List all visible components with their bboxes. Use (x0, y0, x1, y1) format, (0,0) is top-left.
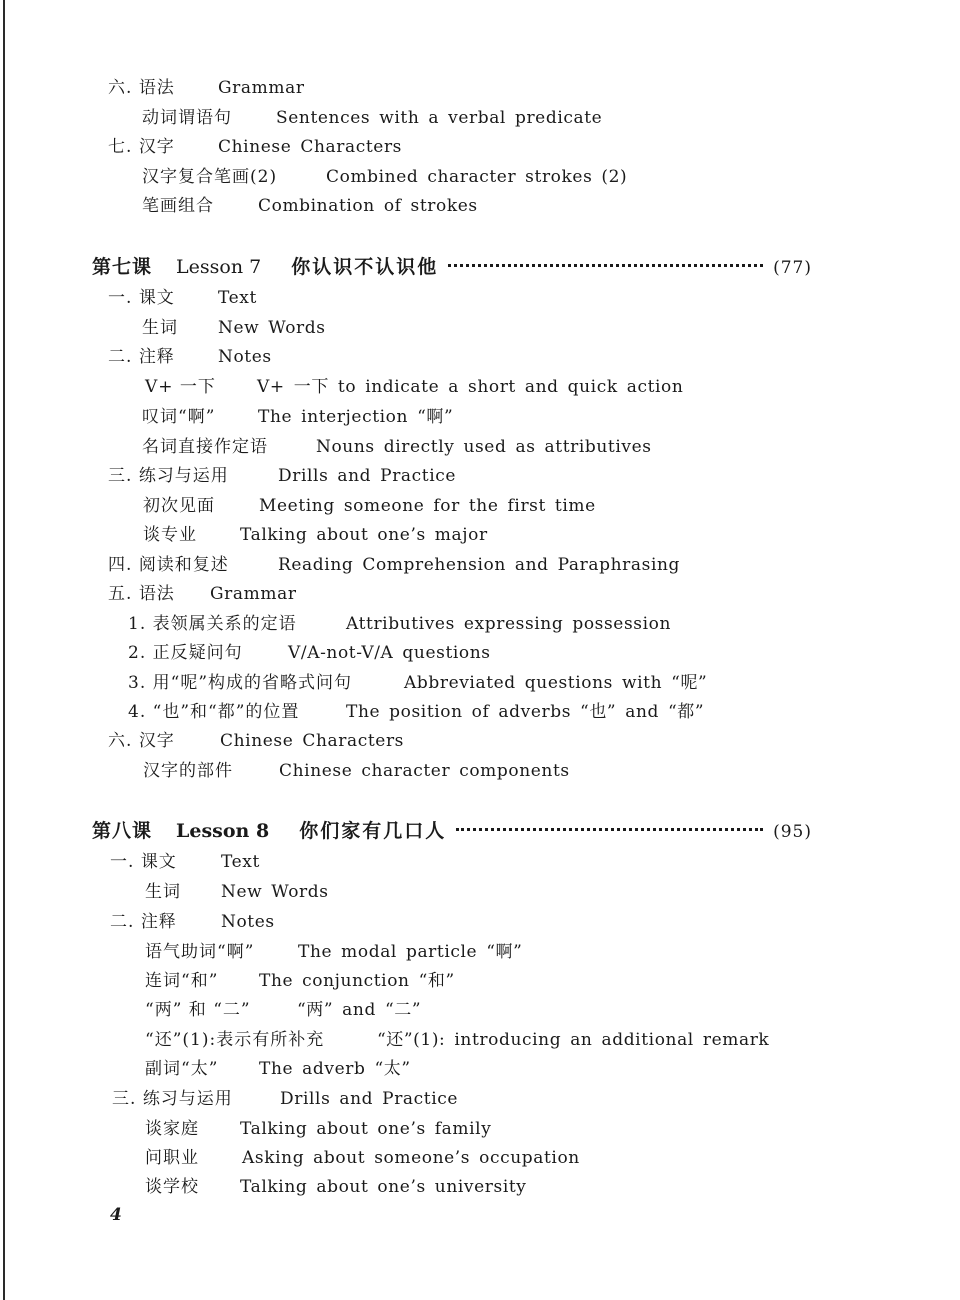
entry-chinese: 阅读和复述 (138, 555, 229, 575)
toc-entry (145, 1058, 411, 1080)
lesson-title: 你们家有几口人 (299, 820, 447, 842)
entry-chinese: 课文 (140, 852, 177, 872)
toc-entry (145, 1029, 769, 1051)
toc-entry (128, 642, 491, 664)
toc-entry (145, 1147, 580, 1169)
entry-chinese: 课文 (138, 288, 175, 308)
entry-chinese: “也”和“都”的位置 (152, 702, 300, 722)
entry-english: V+ 一下 to indicate a short and quick action (257, 377, 684, 397)
entry-chinese: 语气助词“啊” (145, 942, 255, 962)
entry-english: Asking about someone’s occupation (242, 1148, 580, 1168)
toc-entry (128, 672, 707, 694)
entry-chinese: 汉字复合笔画(2) (142, 167, 278, 187)
entry-number: 4. (128, 702, 147, 722)
toc-entry (143, 495, 596, 517)
lesson-page-ref: (77) (773, 258, 812, 278)
entry-english: The adverb “太” (259, 1059, 411, 1079)
entry-chinese: 用“呢”构成的省略式问句 (152, 673, 353, 693)
entry-english: Attributives expressing possession (346, 614, 672, 634)
toc-entry (108, 583, 297, 605)
entry-chinese: V+ 一下 (145, 377, 216, 397)
entry-english: Combined character strokes (2) (326, 167, 628, 187)
entry-english: “两” and “二” (297, 1000, 422, 1020)
entry-number: 四. (108, 555, 133, 575)
entry-chinese: 注释 (140, 912, 177, 932)
entry-english: “还”(1): introducing an additional remark (377, 1030, 770, 1050)
entry-chinese: 初次见面 (143, 496, 215, 516)
toc-entry (142, 436, 652, 458)
entry-english: Grammar (210, 584, 297, 604)
entry-english: Talking about one’s family (240, 1119, 492, 1139)
entry-english: The modal particle “啊” (298, 942, 523, 962)
entry-chinese: 副词“太” (145, 1059, 219, 1079)
toc-entry (108, 287, 257, 309)
entry-chinese: 汉字 (138, 731, 175, 751)
toc-entry (142, 166, 627, 188)
entry-chinese: 连词“和” (145, 971, 219, 991)
entry-chinese: 问职业 (145, 1148, 199, 1168)
toc-entry (108, 730, 404, 752)
toc-entry (110, 911, 275, 933)
leader-dots (456, 828, 763, 831)
entry-number: 1. (128, 614, 147, 634)
toc-entry (108, 77, 305, 99)
entry-number: 三. (112, 1089, 137, 1109)
toc-entry (145, 1118, 491, 1140)
entry-english: Combination of strokes (258, 196, 478, 216)
toc-entry (110, 851, 260, 873)
entry-english: Text (218, 288, 257, 308)
lesson-page-ref: (95) (773, 822, 812, 842)
entry-number: 三. (108, 466, 133, 486)
entry-english: Chinese Characters (220, 731, 405, 751)
entry-number: 七. (108, 137, 133, 157)
entry-chinese: “还”(1):表示有所补充 (145, 1030, 325, 1050)
entry-chinese: 笔画组合 (142, 196, 214, 216)
toc-entry (143, 760, 570, 782)
toc-entry (108, 346, 272, 368)
lesson-number: 第七课 (92, 256, 153, 278)
entry-number: 五. (108, 584, 133, 604)
entry-chinese: 汉字 (138, 137, 175, 157)
entry-english: Drills and Practice (278, 466, 457, 486)
entry-chinese: 注释 (138, 347, 175, 367)
toc-entry (145, 1176, 527, 1198)
entry-english: Nouns directly used as attributives (316, 437, 652, 457)
entry-chinese: 动词谓语句 (142, 108, 232, 128)
entry-english: Meeting someone for the first time (259, 496, 596, 516)
lesson-number: 第八课 (92, 820, 153, 842)
toc-entry (142, 406, 453, 428)
toc-entry (143, 524, 488, 546)
lesson-8-heading[interactable] (92, 818, 812, 844)
entry-english: New Words (218, 318, 326, 338)
entry-chinese: 语法 (138, 584, 175, 604)
entry-english: Reading Comprehension and Paraphrasing (278, 555, 681, 575)
entry-number: 2. (128, 643, 147, 663)
entry-chinese: 谈专业 (143, 525, 197, 545)
entry-chinese: 叹词“啊” (142, 407, 216, 427)
entry-chinese: 名词直接作定语 (142, 437, 268, 457)
entry-english: Talking about one’s university (240, 1177, 527, 1197)
entry-english: Abbreviated questions with “呢” (404, 673, 708, 693)
entry-chinese: 正反疑问句 (152, 643, 243, 663)
entry-english: V/A-not-V/A questions (288, 643, 491, 663)
entry-number: 二. (108, 347, 133, 367)
page-number: 4 (110, 1205, 122, 1225)
entry-number: 一. (108, 288, 133, 308)
toc-entry (112, 1088, 458, 1110)
lesson-title: 你认识不认识他 (291, 256, 439, 278)
entry-chinese: 生词 (145, 882, 181, 902)
entry-number: 六. (108, 731, 133, 751)
lesson-label: Lesson 7 (176, 256, 262, 278)
entry-english: Notes (221, 912, 275, 932)
toc-entry (145, 970, 455, 992)
entry-chinese: 谈家庭 (145, 1119, 199, 1139)
toc-entry (128, 701, 704, 723)
entry-english: The position of adverbs “也” and “都” (346, 702, 705, 722)
entry-english: Sentences with a verbal predicate (276, 108, 603, 128)
toc-entry (145, 999, 421, 1021)
entry-english: Grammar (218, 78, 305, 98)
entry-chinese: “两” 和 “二” (145, 1000, 251, 1020)
entry-english: New Words (221, 882, 329, 902)
toc-entry (142, 195, 478, 217)
entry-number: 一. (110, 852, 135, 872)
toc-entry (128, 613, 671, 635)
page-edge-rule (3, 0, 5, 1300)
entry-english: Chinese Characters (218, 137, 403, 157)
entry-english: Talking about one’s major (240, 525, 488, 545)
toc-entry (145, 941, 522, 963)
entry-chinese: 生词 (142, 318, 178, 338)
entry-english: Text (221, 852, 260, 872)
entry-number: 3. (128, 673, 147, 693)
entry-english: The interjection “啊” (258, 407, 454, 427)
entry-english: The conjunction “和” (259, 971, 455, 991)
lesson-7-heading[interactable] (92, 254, 812, 280)
entry-chinese: 汉字的部件 (143, 761, 233, 781)
entry-number: 六. (108, 78, 133, 98)
toc-entry (145, 376, 683, 398)
entry-chinese: 练习与运用 (138, 466, 229, 486)
toc-entry (108, 554, 680, 576)
entry-number: 二. (110, 912, 135, 932)
entry-english: Drills and Practice (280, 1089, 459, 1109)
toc-entry (142, 107, 602, 129)
toc-entry (145, 881, 329, 903)
entry-chinese: 谈学校 (145, 1177, 199, 1197)
leader-dots (448, 264, 763, 267)
entry-english: Notes (218, 347, 272, 367)
toc-entry (142, 317, 326, 339)
lesson-label: Lesson 8 (176, 820, 270, 842)
entry-english: Chinese character components (279, 761, 570, 781)
entry-chinese: 表领属关系的定语 (152, 614, 297, 634)
entry-chinese: 练习与运用 (142, 1089, 233, 1109)
toc-entry (108, 136, 402, 158)
toc-entry (108, 465, 456, 487)
entry-chinese: 语法 (138, 78, 175, 98)
